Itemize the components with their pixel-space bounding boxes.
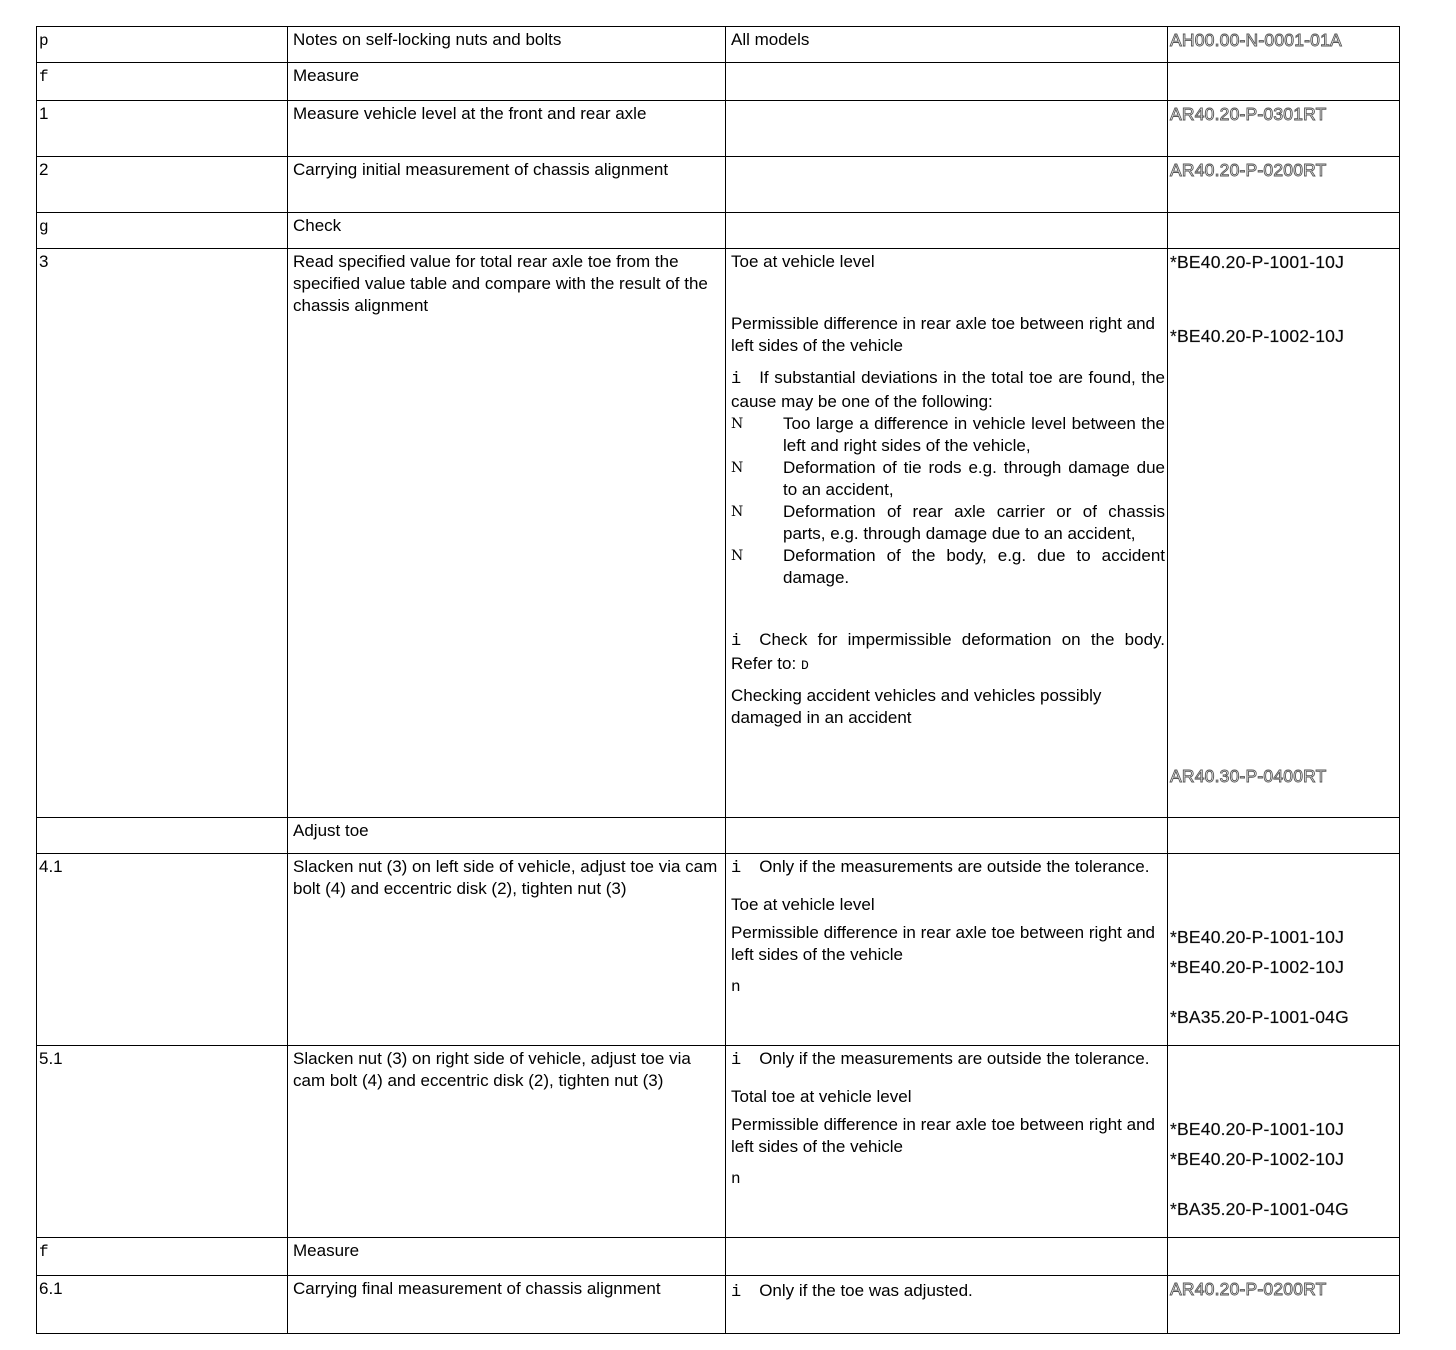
action-cell: Carrying initial measurement of chassis alignment: [288, 157, 726, 213]
action-cell: Measure vehicle level at the front and rear axle: [288, 101, 726, 157]
list-item: N Deformation of the body, e.g. due to accident damage.: [731, 546, 1165, 587]
info-icon: i: [731, 370, 742, 389]
bullet-icon: N: [731, 548, 744, 564]
table-row: [37, 818, 1400, 854]
table-row: [37, 854, 1400, 1046]
list-item: N Deformation of rear axle carrier or of chassis parts, e.g. through damage due to an accident,: [731, 502, 1165, 543]
action-cell: Slacken nut (3) on left side of vehicle, adjust toe via cam bolt (4) and eccentric disk (2), tighten nut (3): [288, 854, 726, 1046]
table-row: [37, 157, 1400, 213]
table-row: [37, 249, 1400, 818]
table-row: [37, 1046, 1400, 1238]
table-row: [37, 63, 1400, 101]
check-icon: g: [39, 218, 49, 236]
measure-icon: f: [39, 1243, 49, 1261]
reference-link[interactable]: *BA35.20-P-1001-04G: [1170, 1007, 1349, 1027]
detail-cell: [726, 249, 1168, 818]
reference-link[interactable]: *BA35.20-P-1001-04G: [1170, 1199, 1349, 1219]
reference-link[interactable]: AR40.20-P-0301RT: [1170, 104, 1327, 124]
info-icon: i: [731, 1283, 742, 1302]
toe-label: Toe at vehicle level: [731, 895, 875, 914]
accident-check-label: Checking accident vehicles and vehicles possibly damaged in an accident: [731, 686, 1102, 727]
document-link-icon[interactable]: D: [800, 658, 809, 673]
torque-icon: n: [731, 1170, 741, 1188]
reference-link[interactable]: AH00.00-N-0001-01A: [1170, 30, 1342, 50]
bullet-icon: N: [731, 504, 744, 520]
step-cell: [37, 63, 288, 101]
step-number: 4.1: [37, 854, 288, 1046]
action-cell: Slacken nut (3) on right side of vehicle, adjust toe via cam bolt (4) and eccentric disk (2), tighten nut (3): [288, 1046, 726, 1238]
procedure-table: [36, 26, 1400, 1334]
step-number: 1: [37, 101, 288, 157]
detail-cell: [726, 1046, 1168, 1238]
note: i Only if the measurements are outside the tolerance.: [731, 1049, 1150, 1070]
reference-link[interactable]: *BE40.20-P-1001-10J: [1170, 252, 1345, 272]
diff-label: Permissible difference in rear axle toe between right and left sides of the vehicle: [731, 1115, 1155, 1156]
section-heading: Measure: [288, 63, 726, 101]
step-number: 2: [37, 157, 288, 213]
table-row: [37, 1276, 1400, 1334]
note: i Check for impermissible deformation on the body. Refer to: D: [731, 630, 1165, 673]
diff-label: Permissible difference in rear axle toe between right and left sides of the vehicle: [731, 923, 1155, 964]
info-icon: i: [731, 1051, 742, 1070]
action-cell: Notes on self-locking nuts and bolts: [288, 27, 726, 63]
note: i If substantial deviations in the total toe are found, the cause may be one of the following:: [731, 368, 1165, 411]
reference-link[interactable]: AR40.20-P-0200RT: [1170, 1279, 1327, 1299]
diff-label: Permissible difference in rear axle toe between right and left sides of the vehicle: [731, 314, 1155, 355]
section-heading: Adjust toe: [288, 818, 726, 854]
reference-link[interactable]: AR40.30-P-0400RT: [1170, 766, 1327, 786]
torque-icon: n: [731, 978, 741, 996]
section-heading: Check: [288, 213, 726, 249]
notes-icon: p: [39, 32, 49, 50]
bullet-icon: N: [731, 460, 744, 476]
info-icon: i: [731, 632, 742, 651]
action-cell: Read specified value for total rear axle toe from the specified value table and compare with the result of the chassis alignment: [288, 249, 726, 818]
step-number: 3: [37, 249, 288, 818]
note: i Only if the measurements are outside the tolerance.: [731, 857, 1150, 878]
step-number: 5.1: [37, 1046, 288, 1238]
ref-cell: [1168, 27, 1400, 63]
reference-link[interactable]: *BE40.20-P-1002-10J: [1170, 1149, 1345, 1169]
reference-link[interactable]: *BE40.20-P-1002-10J: [1170, 326, 1345, 346]
step-number: 6.1: [37, 1276, 288, 1334]
reference-link[interactable]: AR40.20-P-0200RT: [1170, 160, 1327, 180]
list-item: N Deformation of tie rods e.g. through damage due to an accident,: [731, 458, 1165, 499]
step-cell: [37, 27, 288, 63]
reference-link[interactable]: *BE40.20-P-1002-10J: [1170, 957, 1345, 977]
action-cell: Carrying final measurement of chassis alignment: [288, 1276, 726, 1334]
note: i Only if the toe was adjusted.: [731, 1281, 973, 1302]
table-row: [37, 101, 1400, 157]
toe-label: Total toe at vehicle level: [731, 1087, 912, 1106]
section-heading: Measure: [288, 1238, 726, 1276]
reference-link[interactable]: *BE40.20-P-1001-10J: [1170, 927, 1345, 947]
bullet-icon: N: [731, 416, 744, 432]
reference-link[interactable]: *BE40.20-P-1001-10J: [1170, 1119, 1345, 1139]
list-item: N Too large a difference in vehicle level between the left and right sides of the vehicle,: [731, 414, 1165, 455]
model-cell: All models: [726, 27, 1168, 63]
toe-label: Toe at vehicle level: [731, 252, 875, 271]
table-row: [37, 27, 1400, 63]
table-row: [37, 213, 1400, 249]
table-row: [37, 1238, 1400, 1276]
info-icon: i: [731, 859, 742, 878]
detail-cell: [726, 854, 1168, 1046]
measure-icon: f: [39, 68, 49, 86]
